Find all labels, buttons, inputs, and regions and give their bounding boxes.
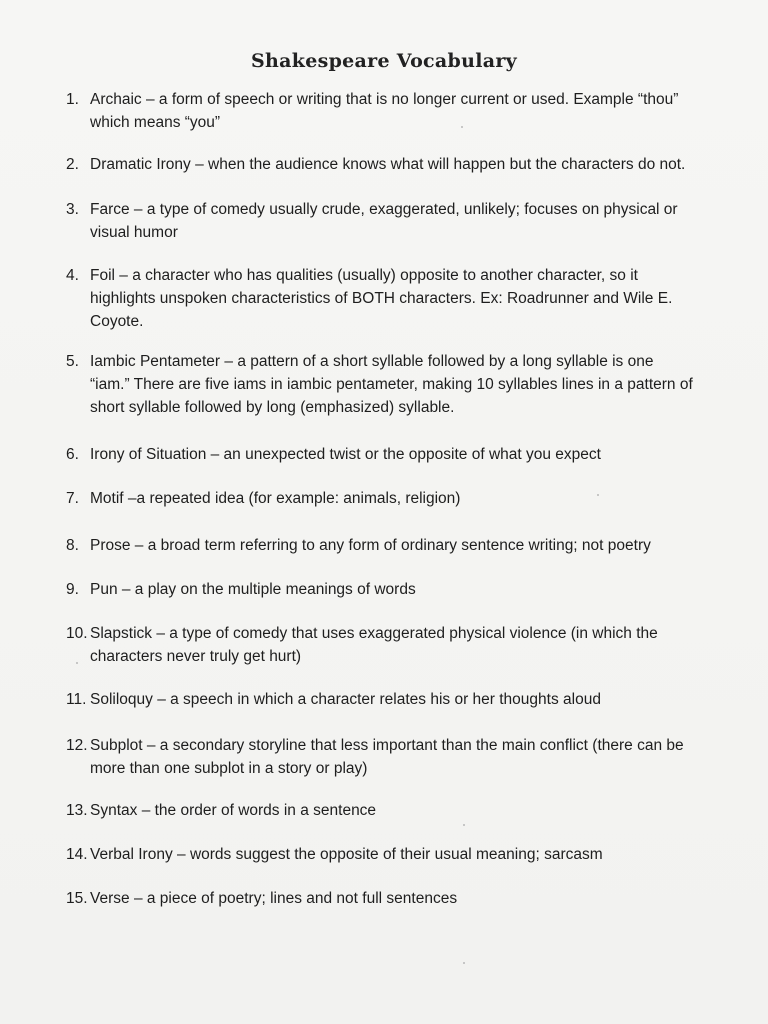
item-text: Archaic – a form of speech or writing that is no longer current or used. Example “thou” xyxy=(90,91,679,108)
item-text: Syntax – the order of words in a sentence xyxy=(90,802,377,819)
vocab-item-3 xyxy=(66,198,731,244)
item-text: Farce – a type of comedy usually crude, exaggerated, unlikely; focuses on physical or xyxy=(90,201,678,218)
item-number: 11. xyxy=(66,691,87,708)
item-number: 14. xyxy=(66,846,88,863)
item-text: Foil – a character who has qualities (usually) opposite to another character, so it xyxy=(90,267,638,284)
vocab-item-2 xyxy=(66,153,731,176)
item-number: 13. xyxy=(66,802,88,819)
vocab-item-6 xyxy=(66,443,731,466)
vocab-item-13 xyxy=(66,799,731,822)
vocab-item-14 xyxy=(66,843,731,866)
scan-speck xyxy=(463,824,465,826)
item-number: 6. xyxy=(66,446,79,463)
item-text: Motif –a repeated idea (for example: animals, religion) xyxy=(90,490,461,507)
scan-speck xyxy=(76,662,78,664)
item-number: 9. xyxy=(66,581,79,598)
item-text: short syllable followed by long (emphasized) syllable. xyxy=(90,399,455,416)
item-text: characters never truly get hurt) xyxy=(90,648,302,665)
item-number: 3. xyxy=(66,201,79,218)
item-number: 5. xyxy=(66,353,79,370)
vocab-item-15 xyxy=(66,887,731,910)
item-text: Verse – a piece of poetry; lines and not full sentences xyxy=(90,890,458,907)
vocab-item-10 xyxy=(66,622,731,668)
item-number: 12. xyxy=(66,737,88,754)
vocab-item-12 xyxy=(66,734,731,780)
item-number: 4. xyxy=(66,267,79,284)
vocab-item-9 xyxy=(66,578,731,601)
item-text: Dramatic Irony – when the audience knows what will happen but the characters do not. xyxy=(90,156,686,173)
item-number: 1. xyxy=(66,91,79,108)
item-text: which means “you” xyxy=(90,114,221,131)
item-text: Verbal Irony – words suggest the opposite of their usual meaning; sarcasm xyxy=(90,846,603,863)
item-text: more than one subplot in a story or play) xyxy=(90,760,368,777)
item-text: visual humor xyxy=(90,224,178,241)
item-number: 8. xyxy=(66,537,79,554)
item-number: 2. xyxy=(66,156,79,173)
item-text: highlights unspoken characteristics of BOTH characters. Ex: Roadrunner and Wile E. xyxy=(90,290,673,307)
item-text: Coyote. xyxy=(90,313,144,330)
item-text: Subplot – a secondary storyline that less important than the main conflict (there can be xyxy=(90,737,684,754)
item-text: Slapstick – a type of comedy that uses exaggerated physical violence (in which the xyxy=(90,625,658,642)
scan-speck xyxy=(461,126,463,128)
item-text: Soliloquy – a speech in which a character relates his or her thoughts aloud xyxy=(90,691,601,708)
item-number: 15. xyxy=(66,890,88,907)
item-text: Irony of Situation – an unexpected twist or the opposite of what you expect xyxy=(90,446,601,463)
item-text: Pun – a play on the multiple meanings of words xyxy=(90,581,416,598)
vocab-item-7 xyxy=(66,487,731,510)
vocab-item-8 xyxy=(66,534,731,557)
item-text: Iambic Pentameter – a pattern of a short syllable followed by a long syllable is one xyxy=(90,353,654,370)
vocab-item-11 xyxy=(66,688,731,711)
item-number: 10. xyxy=(66,625,88,642)
scan-speck xyxy=(463,962,465,964)
item-text: Prose – a broad term referring to any form of ordinary sentence writing; not poetry xyxy=(90,537,651,554)
vocab-item-4 xyxy=(66,264,731,333)
scan-speck xyxy=(597,494,599,496)
item-text: “iam.” There are five iams in iambic pentameter, making 10 syllables lines in a pattern of xyxy=(90,376,693,393)
page-title: Shakespeare Vocabulary xyxy=(250,50,518,72)
item-number: 7. xyxy=(66,490,79,507)
vocab-item-1 xyxy=(66,88,731,134)
vocab-item-5 xyxy=(66,350,731,419)
